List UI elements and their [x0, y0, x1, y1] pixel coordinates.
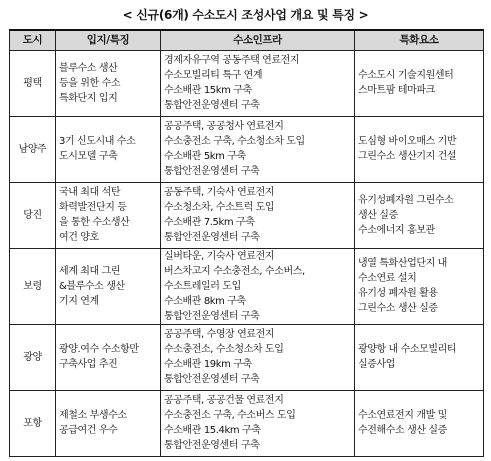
table-row [10, 248, 484, 324]
cell-line: 실증사업 [358, 359, 396, 370]
cell-line: 국내 최대 석탄 [59, 187, 121, 198]
cell-line: 공공주택, 수영장 연료전지 [164, 329, 275, 340]
cell-line: 수소연료전지 개발 및 [358, 410, 447, 421]
location-cell [56, 50, 161, 116]
table-row [10, 50, 484, 116]
cell-line: 스마트팜 테마파크 [358, 85, 435, 96]
special-cell [355, 390, 484, 456]
cell-line: 공공주택, 공공청사 연료전지 [164, 121, 284, 132]
cell-line: 수소에너지 홍보관 [358, 224, 435, 236]
cell-line: 유기성 폐자원 활용 [358, 288, 438, 299]
header-row [10, 30, 484, 50]
infra-cell [161, 248, 355, 324]
city-cell: 보령 [10, 248, 56, 324]
location-cell [56, 390, 161, 456]
cell-line: 블루수소 생산 [59, 62, 118, 74]
table-row [10, 390, 484, 456]
special-cell [355, 248, 484, 324]
cell-line: 수소연료 설치 [358, 273, 417, 284]
header-infra: 수소인프라 [161, 30, 355, 50]
cell-line: 그린수소 생산 실증 [358, 303, 438, 314]
special-cell [355, 182, 484, 248]
infra-cell [161, 324, 355, 390]
cell-line: 수소배관 8km 구축 [164, 295, 246, 307]
cell-line: 공급여건 우수 [59, 425, 118, 436]
cell-line: 유기성폐자원 그린수소 [358, 194, 454, 206]
special-cell [355, 324, 484, 390]
header-city: 도시 [10, 30, 56, 50]
cell-line: 수소배관 15.4km 구축 [164, 425, 261, 436]
city-cell: 당진 [10, 182, 56, 248]
cell-line: 구축사업 추진 [59, 359, 118, 370]
city-cell: 남양주 [10, 116, 56, 182]
header-special: 특화요소 [355, 30, 484, 50]
cell-line: 버스차고지 수소충전소, 수소버스, [164, 265, 305, 277]
cell-line: 수소모빌리티 특구 연계 [164, 70, 263, 81]
cell-line: 등을 위한 수소 [59, 77, 121, 89]
cell-line: 통합안전운영센터 구축 [164, 100, 260, 111]
infra-cell [161, 182, 355, 248]
location-cell [56, 116, 161, 182]
cell-line: 제철소 부생수소 [59, 410, 127, 421]
cell-line: 생산 실증 [358, 209, 398, 221]
cell-line: 경제자유구역 공동주택 연료전지 [164, 55, 300, 66]
cell-line: 통합안전운영센터 구축 [164, 440, 260, 451]
table-title: < 신규(6개) 수소도시 조성사업 개요 및 특징 > [122, 8, 369, 22]
header-location: 입지/특징 [56, 30, 161, 50]
cell-line: 수소배관 19km 구축 [164, 359, 252, 370]
cell-line: 특화단지 입지 [59, 92, 118, 104]
infra-cell [161, 50, 355, 116]
cell-line: 여건 양호 [59, 232, 99, 243]
cell-line: 세계 최대 그린 [59, 265, 121, 277]
cell-line: 도시모델 구축 [59, 151, 118, 162]
cell-line: 수전해수소 생산 실증 [358, 425, 447, 436]
cell-line: 수소배관 5km 구축 [164, 151, 246, 162]
location-cell [56, 182, 161, 248]
table-row [10, 116, 484, 182]
special-cell [355, 116, 484, 182]
cell-line: 을 통한 수소생산 [59, 217, 130, 228]
city-cell: 평택 [10, 50, 56, 116]
cell-line: 수소배관 7.5km 구축 [164, 217, 255, 228]
cell-line: 그린수소 생산기지 건설 [358, 151, 457, 162]
cell-line: 공공주택, 공공건물 연료전지 [164, 395, 284, 406]
cell-line: 통합안전운영센터 구축 [164, 166, 260, 177]
cell-line: 수소청소차, 수소트럭 도입 [164, 202, 275, 213]
cell-line: 수소도시 기술지원센터 [358, 70, 454, 81]
cell-line: &블루수소 생산 [59, 280, 125, 292]
city-cell: 광양 [10, 324, 56, 390]
cell-line: 3기 신도시내 수소 [59, 136, 136, 147]
cell-line: 수소배관 15km 구축 [164, 85, 252, 96]
cell-line: 수소충전소, 수소청소차 도입 [164, 344, 284, 355]
special-cell [355, 50, 484, 116]
table-row [10, 324, 484, 390]
hydrogen-city-table [9, 29, 484, 457]
cell-line: 수소트레일러 도입 [164, 280, 241, 292]
table-row [10, 182, 484, 248]
cell-line: 화력발전단지 등 [59, 202, 127, 213]
cell-line: 광양.여수 수소항만 [59, 344, 139, 355]
cell-line: 도심형 바이오매스 기반 [358, 136, 457, 147]
cell-line: 수소충전소 구축, 수소청소차 도입 [164, 136, 305, 147]
cell-line: 광양항 내 수소모빌리티 [358, 344, 457, 355]
cell-line: 수소충전소 구축, 수소버스 도입 [164, 410, 296, 421]
cell-line: 냉열 특화산업단지 내 [358, 258, 447, 269]
cell-line: 실버타운, 기숙사 연료전지 [164, 250, 275, 262]
cell-line: 공동주택, 기숙사 연료전지 [164, 187, 275, 198]
cell-line: 기지 연계 [59, 295, 99, 307]
location-cell [56, 324, 161, 390]
cell-line: 통합안전운영센터 구축 [164, 232, 260, 243]
cell-line: 통합안전운영센터 구축 [164, 310, 260, 322]
cell-line: 통합안전운영센터 구축 [164, 374, 260, 385]
city-cell: 포항 [10, 390, 56, 456]
location-cell [56, 248, 161, 324]
infra-cell [161, 116, 355, 182]
infra-cell [161, 390, 355, 456]
